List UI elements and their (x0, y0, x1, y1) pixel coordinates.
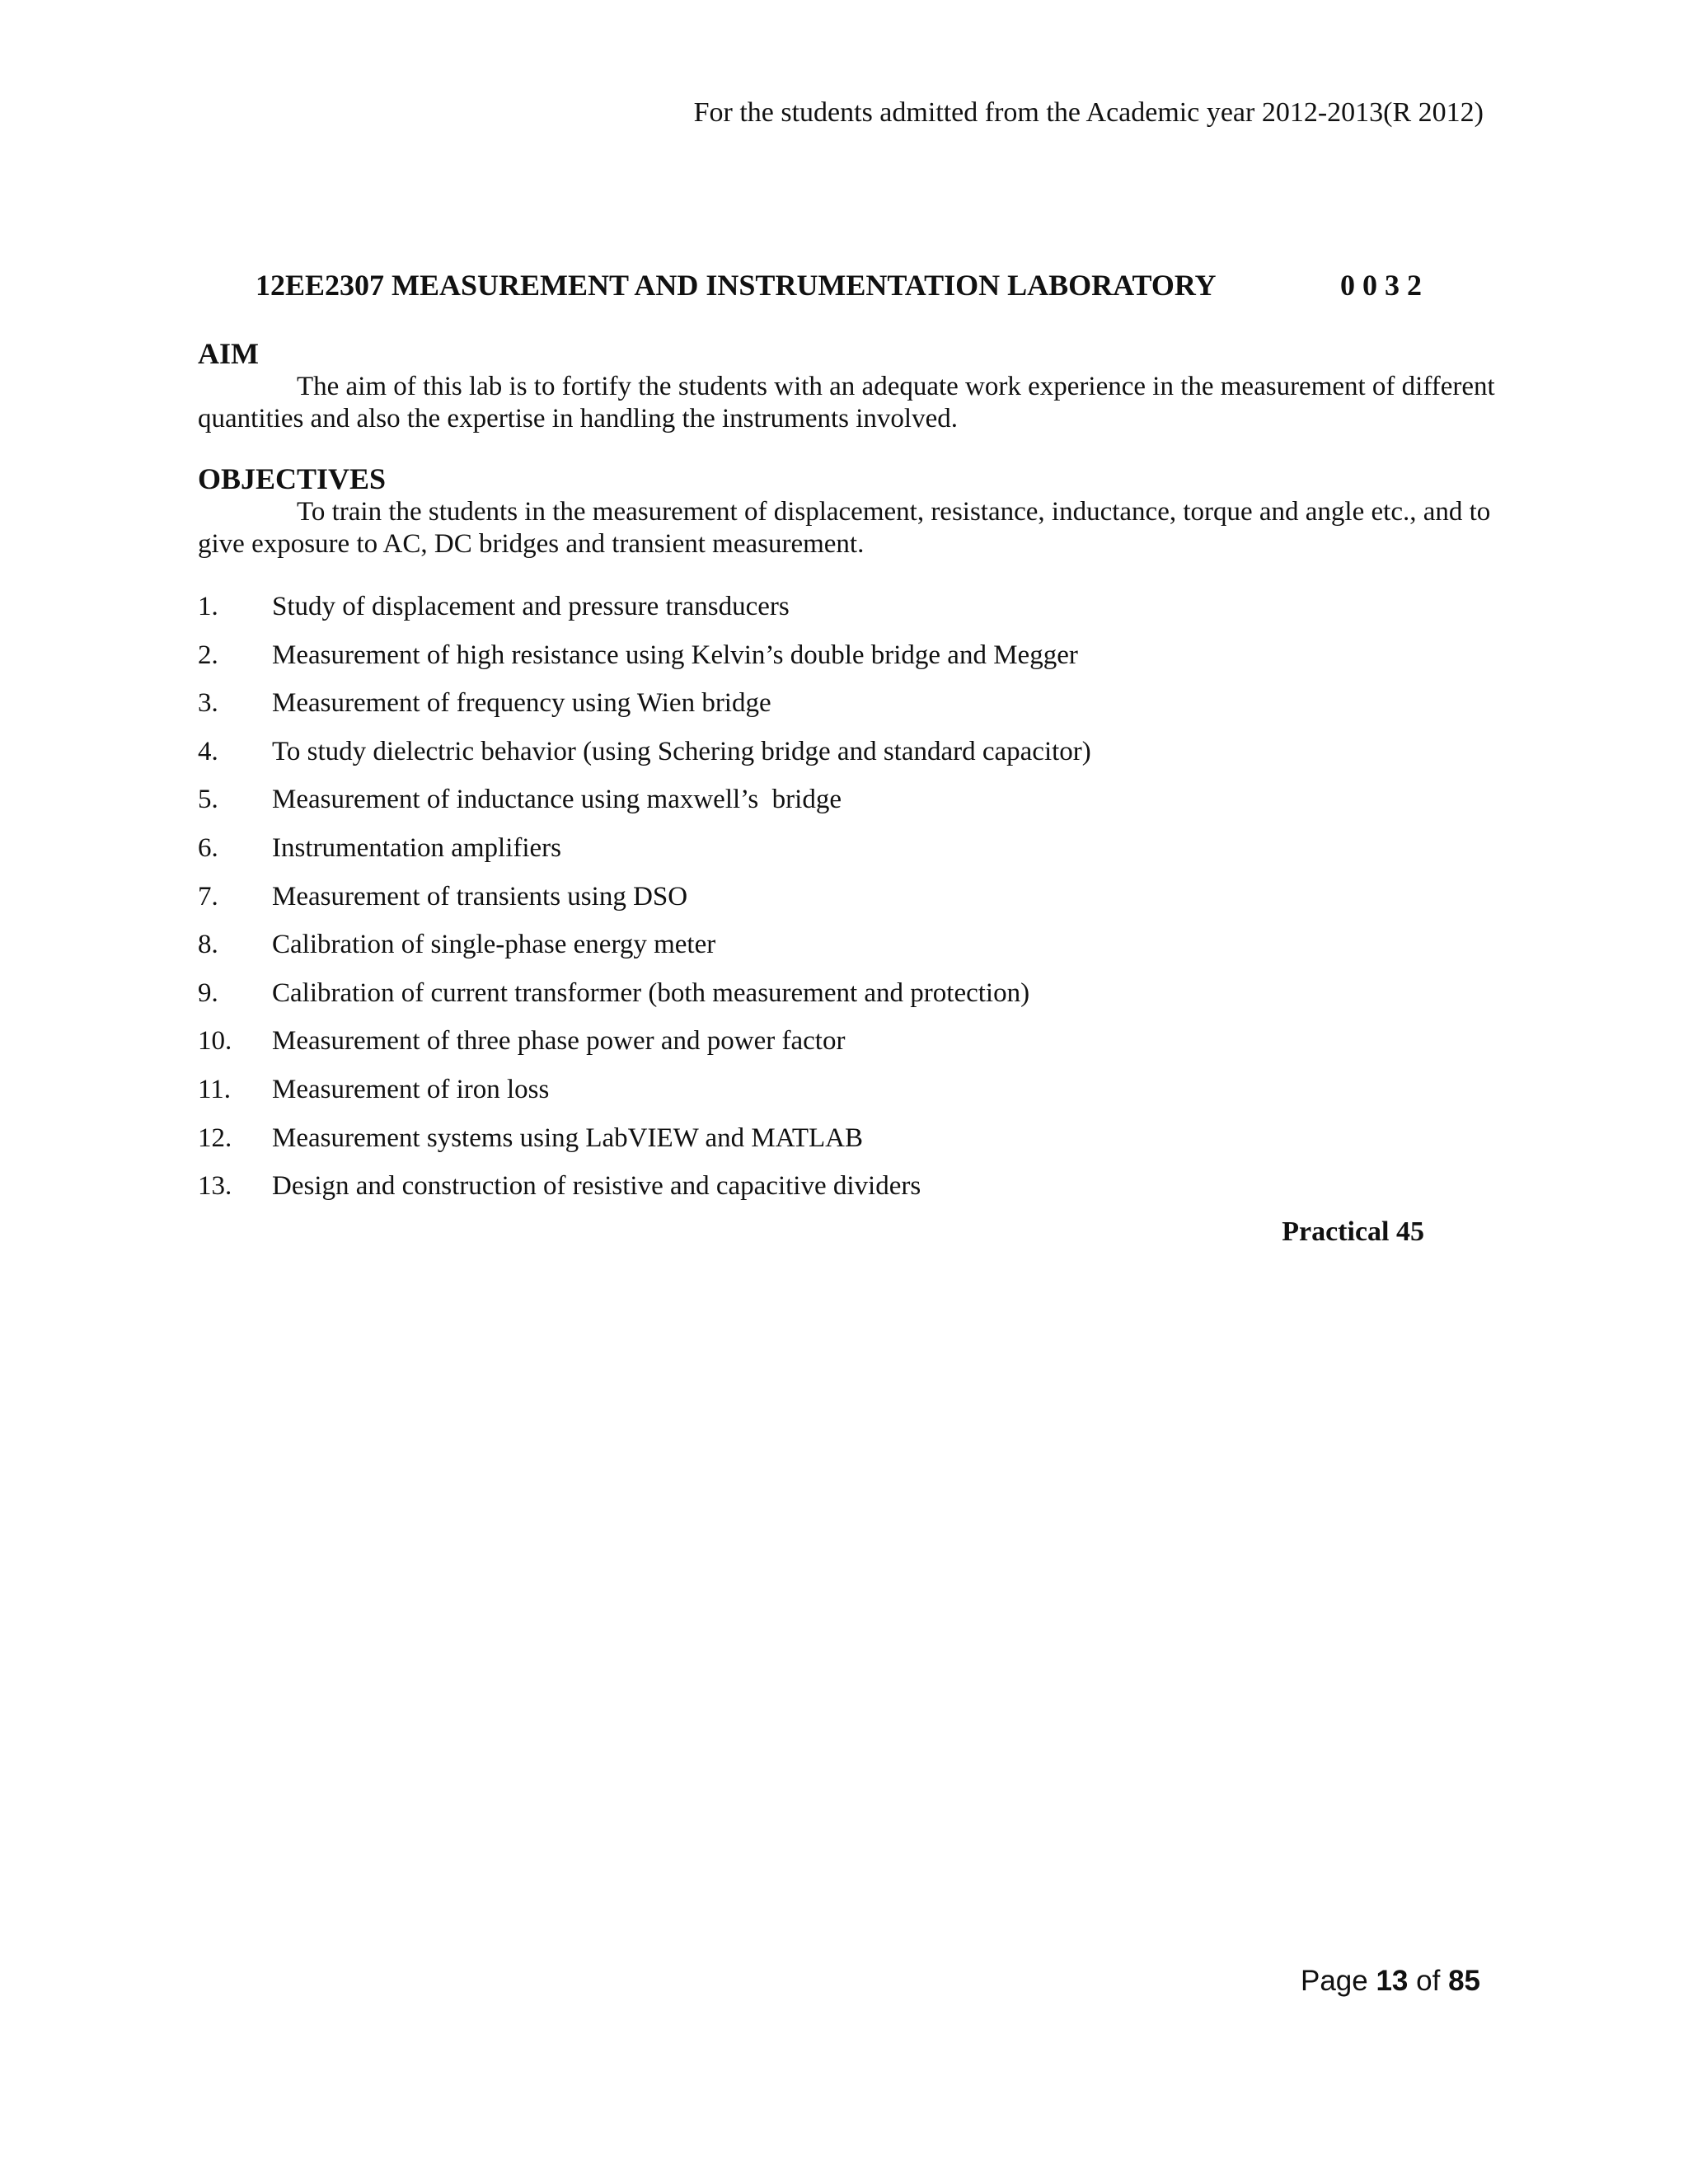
list-item (198, 879, 1517, 927)
course-credits: 0 0 3 2 (1340, 269, 1422, 302)
list-item-number: 8. (198, 930, 218, 960)
experiment-list (198, 588, 1517, 1216)
list-item-number: 3. (198, 688, 218, 719)
list-item-number: 12. (198, 1122, 232, 1153)
total-page-count: 85 (1448, 1965, 1480, 1997)
list-item (198, 685, 1517, 733)
list-item-number: 10. (198, 1026, 232, 1057)
objectives-paragraph: To train the students in the measurement of displacement, resistance, inductance, torque and angle etc., and to give exposure to AC, DC bridges and transient measurement. (198, 497, 1491, 559)
list-item (198, 975, 1517, 1024)
list-item-number: 9. (198, 977, 218, 1008)
list-item-number: 11. (198, 1074, 232, 1104)
list-item-text: Design and construction of resistive and capacitive dividers (272, 1171, 921, 1202)
list-item (198, 1071, 1517, 1120)
list-item-number: 13. (198, 1171, 232, 1202)
list-item (198, 781, 1517, 830)
list-item (198, 1168, 1517, 1216)
practical-hours: Practical 45 (1282, 1216, 1424, 1247)
list-item (198, 733, 1517, 782)
list-item-text: Measurement of inductance using maxwell’s bridge (272, 785, 842, 815)
list-item-number: 4. (198, 736, 218, 766)
list-item-number: 7. (198, 881, 218, 912)
objectives-heading: OBJECTIVES (198, 462, 387, 495)
list-item-text: Calibration of current transformer (both measurement and protection) (272, 977, 1030, 1008)
list-item-text: Measurement of high resistance using Kelvin’s double bridge and Megger (272, 640, 1078, 670)
list-item-number: 1. (198, 592, 218, 621)
aim-heading: AIM (198, 337, 259, 370)
list-item-text: Instrumentation amplifiers (272, 832, 561, 863)
list-item (198, 926, 1517, 975)
list-item-number: 6. (198, 832, 218, 863)
list-item (198, 637, 1517, 686)
list-item-number: 2. (198, 640, 218, 670)
list-item-text: Measurement of three phase power and power factor (272, 1026, 846, 1057)
page-number-footer (1301, 1965, 1480, 1998)
list-item (198, 830, 1517, 879)
list-item-text: Measurement of iron loss (272, 1074, 550, 1104)
course-title: 12EE2307 MEASUREMENT AND INSTRUMENTATION LABORATORY (256, 269, 1217, 302)
current-page-number: 13 (1376, 1965, 1409, 1997)
list-item-text: To study dielectric behavior (using Schering bridge and standard capacitor) (272, 736, 1091, 766)
list-item (198, 588, 1517, 637)
list-item-text: Calibration of single-phase energy meter (272, 930, 716, 960)
header-note: For the students admitted from the Academic year 2012-2013(R 2012) (693, 97, 1484, 128)
list-item-text: Measurement of frequency using Wien bridge (272, 688, 771, 719)
list-item-text: Measurement of transients using DSO (272, 881, 688, 912)
list-item-text: Measurement systems using LabVIEW and MATLAB (272, 1122, 864, 1153)
list-item (198, 1023, 1517, 1071)
list-item-number: 5. (198, 785, 218, 815)
page-word: Page (1300, 1965, 1368, 1997)
aim-paragraph: The aim of this lab is to fortify the students with an adequate work experience in the measurement of different quantities and also the expertise in handling the instruments involved. (198, 372, 1495, 434)
of-word: of (1416, 1965, 1441, 1997)
list-item (198, 1120, 1517, 1169)
list-item-text: Study of displacement and pressure transducers (272, 592, 790, 621)
